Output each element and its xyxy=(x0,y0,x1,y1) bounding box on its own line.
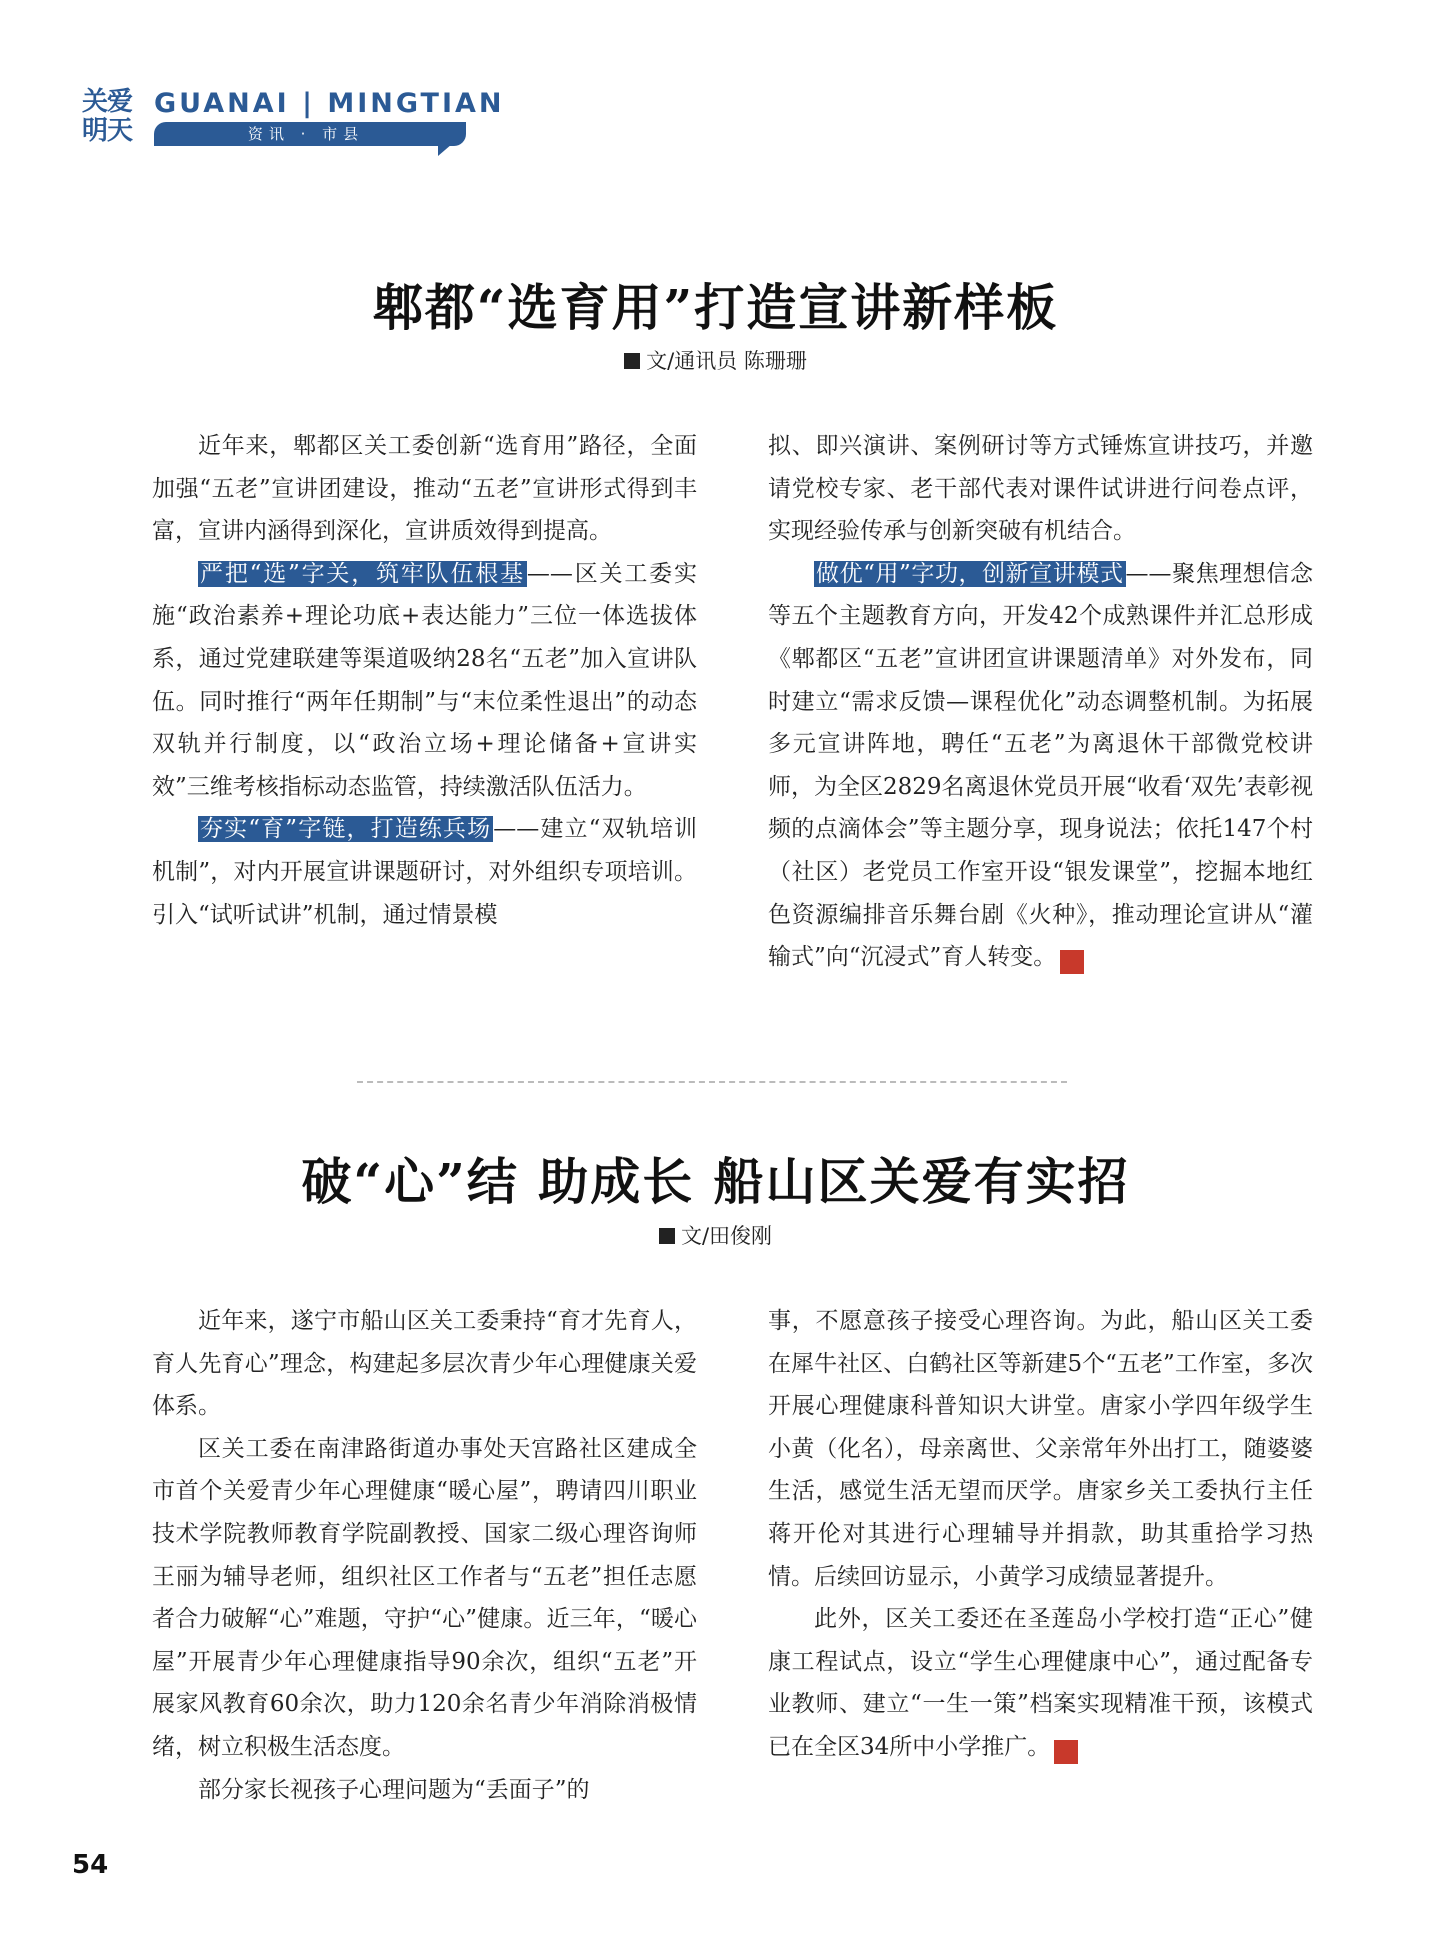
paragraph xyxy=(768,1598,1313,1768)
highlighted-subheading: 严把“选”字关，筑牢队伍根基 xyxy=(200,560,525,587)
article-divider xyxy=(357,1081,1067,1083)
article-title: 郫都“选育用”打造宣讲新样板 xyxy=(372,278,1059,337)
byline-text: 文/通讯员 陈珊珊 xyxy=(646,349,807,373)
paragraph-text: 拟、即兴演讲、案例研讨等方式锤炼宣讲技巧，并邀请党校专家、老干部代表对课件试讲进行问卷点评，实现经验传承与创新突破有机结合。 xyxy=(768,433,1313,545)
byline-square-icon xyxy=(659,1228,675,1244)
page-number: 54 xyxy=(72,1850,109,1880)
byline-square-icon xyxy=(624,353,640,369)
paragraph-text: 近年来，郫都区关工委创新“选育用”路径，全面加强“五老”宣讲团建设，推动“五老”宣讲形式得到丰富，宣讲内涵得到深化，宣讲质效得到提高。 xyxy=(152,433,697,545)
paragraph-text: 区关工委在南津路街道办事处天宫路社区建成全市首个关爱青少年心理健康“暖心屋”，聘请四川职业技术学院教师教育学院副教授、国家二级心理咨询师王丽为辅导老师，组织社区工作者与“五老”担任志愿者合力破解“心”难题，守护“心”健康。近三年，“暖心屋”开展青少年心理健康指导90余次，组织“五老”开展家风教育60余次，助力120余名青少年消除消极情绪，树立积极生活态度。 xyxy=(152,1435,697,1760)
paragraph xyxy=(152,1428,697,1769)
masthead xyxy=(82,87,505,158)
byline-text: 文/田俊刚 xyxy=(680,1224,773,1248)
paragraph xyxy=(768,1300,1313,1598)
highlighted-subheading: 做优“用”字功，创新宣讲模式 xyxy=(816,560,1124,587)
article-title: 破“心”结 助成长 船山区关爱有实招 xyxy=(301,1152,1130,1211)
article-byline xyxy=(0,1220,1431,1250)
paragraph xyxy=(768,553,1313,979)
magazine-name-en: GUANAI | MINGTIAN xyxy=(154,88,505,119)
end-mark-icon: 关 xyxy=(1060,950,1084,974)
paragraph-text: ——建立“双轨培训机制”，对内开展宣讲课题研讨，对外组织专项培训。引入“试听试讲”机制，通过情景模 xyxy=(152,816,697,928)
paragraph xyxy=(768,425,1313,553)
article-1-right-column xyxy=(768,425,1313,979)
paragraph-text: 近年来，遂宁市船山区关工委秉持“育才先育人，育人先育心”理念，构建起多层次青少年心理健康关爱体系。 xyxy=(152,1308,697,1420)
section-label: 资讯 · 市县 xyxy=(247,125,365,143)
article-1-left-column xyxy=(152,425,697,936)
paragraph-text: 此外，区关工委还在圣莲岛小学校打造“正心”健康工程试点，设立“学生心理健康中心”，通过配备专业教师、建立“一生一策”档案实现精准干预，该模式已在全区34所中小学推广。 xyxy=(768,1606,1313,1760)
article-2-right-column xyxy=(768,1300,1313,1769)
highlighted-subheading: 夯实“育”字链，打造练兵场 xyxy=(200,816,492,843)
magazine-logo: 关爱明天 xyxy=(82,87,133,146)
article-byline xyxy=(0,345,1431,375)
section-bar xyxy=(154,122,466,146)
article-2-left-column xyxy=(152,1300,697,1811)
paragraph xyxy=(152,553,697,809)
paragraph-text: ——聚焦理想信念等五个主题教育方向，开发42个成熟课件并汇总形成《郫都区“五老”宣讲团宣讲课题清单》对外发布，同时建立“需求反馈—课程优化”动态调整机制。为拓展多元宣讲阵地，聘任“五老”为离退休干部微党校讲师，为全区2829名离退休党员开展“收看‘双先’表彰视频的点滴体会”等主题分享，现身说法；依托147个村（社区）老党员工作室开设“银发课堂”，挖掘本地红色资源编排音乐舞台剧《火种》，推动理论宣讲从“灌输式”向“沉浸式”育人转变。 xyxy=(768,560,1313,971)
end-mark-icon: 关 xyxy=(1054,1740,1078,1764)
paragraph xyxy=(152,1300,697,1428)
paragraph-text: 事，不愿意孩子接受心理咨询。为此，船山区关工委在犀牛社区、白鹤社区等新建5个“五老”工作室，多次开展心理健康科普知识大讲堂。唐家小学四年级学生小黄（化名），母亲离世、父亲常年外出打工，随婆婆生活，感觉生活无望而厌学。唐家乡关工委执行主任蒋开伦对其进行心理辅导并捐款，助其重拾学习热情。后续回访显示，小黄学习成绩显著提升。 xyxy=(768,1308,1313,1590)
paragraph-text: ——区关工委实施“政治素养+理论功底+表达能力”三位一体选拔体系，通过党建联建等渠道吸纳28名“五老”加入宣讲队伍。同时推行“两年任期制”与“末位柔性退出”的动态双轨并行制度，以“政治立场+理论储备+宣讲实效”三维考核指标动态监管，持续激活队伍活力。 xyxy=(152,560,697,800)
paragraph xyxy=(152,808,697,936)
paragraph xyxy=(152,425,697,553)
paragraph xyxy=(152,1769,697,1812)
paragraph-text: 部分家长视孩子心理问题为“丢面子”的 xyxy=(198,1776,590,1803)
